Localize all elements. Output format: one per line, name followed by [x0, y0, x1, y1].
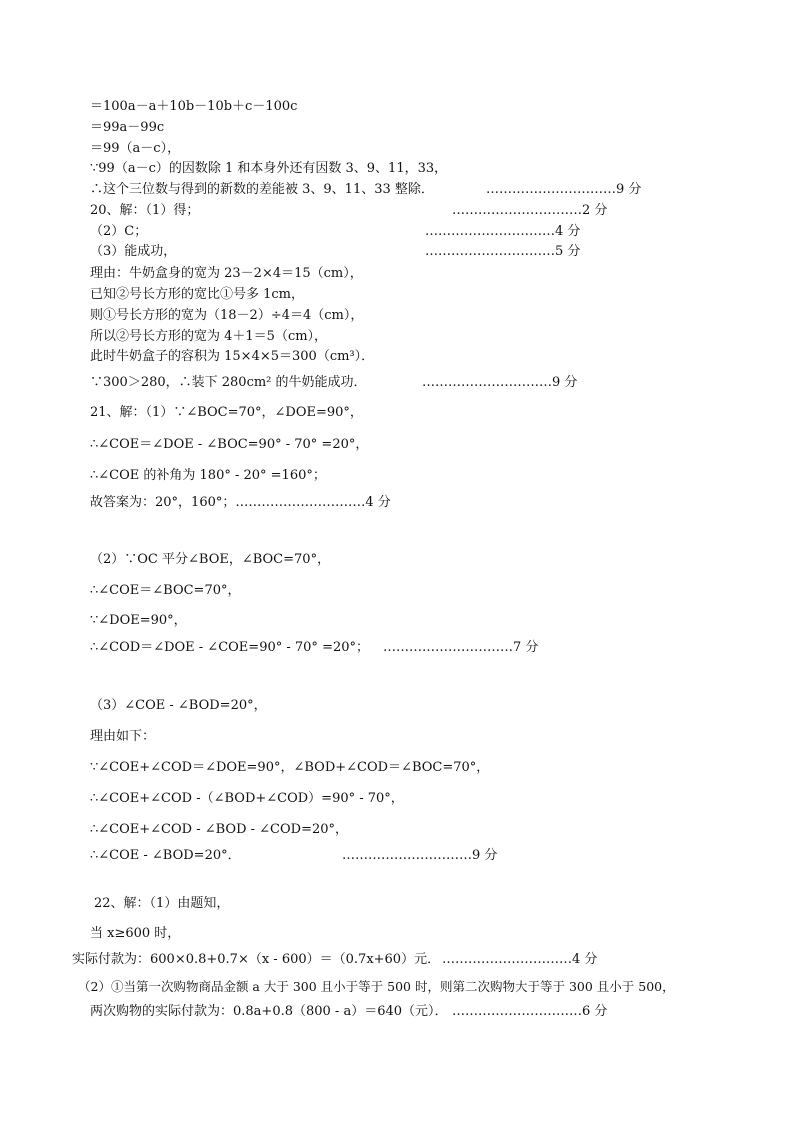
line-2: ＝99a－99c — [90, 120, 165, 135]
line-12: 所以②号长方形的宽为 4＋1＝5（cm）， — [90, 329, 328, 344]
line-5-text: ∴这个三位数与得到的新数的差能被 3、9、11、33 整除． — [90, 182, 434, 197]
line-8-score: …………………………5 分 — [425, 244, 581, 259]
line-11: 则①号长方形的宽为（18－2）÷4＝4（cm）， — [90, 308, 364, 323]
line-7-score: …………………………4 分 — [425, 224, 581, 239]
line-14-score: …………………………9 分 — [422, 375, 578, 390]
line-31: 实际付款为：600×0.8+0.7×（x - 600）＝（0.7x+60）元． — [72, 952, 441, 967]
line-15: 21、解：（1）∵∠BOC=70°，∠DOE=90°， — [90, 405, 363, 420]
line-14: ∵300＞280，∴装下 280cm² 的牛奶能成功． — [90, 375, 367, 390]
line-16: ∴∠COE＝∠DOE - ∠BOC=90° - 70° =20°， — [90, 437, 369, 452]
line-30: 当 x≥600 时， — [90, 926, 181, 941]
line-26: ∴∠COE+∠COD -（∠BOD+∠COD）=90° - 70°， — [90, 791, 404, 806]
line-25: ∵∠COE+∠COD＝∠DOE=90°，∠BOD+∠COD＝∠BOC=70°， — [90, 760, 490, 775]
line-31-score: …………………………4 分 — [442, 952, 598, 967]
line-29: 22、解：（1）由题知， — [94, 896, 230, 911]
line-5 — [90, 182, 434, 198]
line-24: 理由如下： — [90, 729, 156, 744]
line-21: ∵∠DOE=90°， — [90, 613, 187, 628]
line-27: ∴∠COE+∠COD - ∠BOD - ∠COD=20°， — [90, 822, 349, 837]
line-9: 理由：牛奶盒身的宽为 23－2×4＝15（cm）， — [90, 266, 363, 281]
line-6: 20、解：（1）得； — [90, 203, 200, 218]
line-22-score: …………………………7 分 — [383, 640, 539, 655]
line-7: （2）C； — [90, 224, 148, 239]
line-18: 故答案为：20°，160°；…………………………4 分 — [90, 495, 391, 510]
line-6-score: …………………………2 分 — [452, 203, 608, 218]
line-17: ∴∠COE 的补角为 180° - 20° =160°； — [90, 468, 326, 483]
line-8: （3）能成功， — [90, 244, 177, 259]
line-33: 两次购物的实际付款为：0.8a+0.8（800 - a）＝640（元）． — [90, 1004, 448, 1019]
line-5-score: …………………………9 分 — [486, 182, 642, 197]
line-28-score: …………………………9 分 — [342, 848, 498, 863]
line-19: （2）∵OC 平分∠BOE，∠BOC=70°， — [90, 552, 331, 567]
line-23: （3）∠COE - ∠BOD=20°， — [90, 698, 267, 713]
line-13: 此时牛奶盒子的容积为 15×4×5＝300（cm³）． — [90, 349, 375, 364]
line-3: ＝99（a－c）， — [90, 141, 181, 156]
line-20: ∴∠COE＝∠BOC=70°， — [90, 583, 241, 598]
line-10: 已知②号长方形的宽比①号多 1cm， — [90, 287, 305, 302]
line-32: （2）①当第一次购物商品金额 a 大于 300 且小于等于 500 时，则第二次购物大于等于 300 且小于 500， — [78, 979, 675, 994]
line-22: ∴∠COD＝∠DOE - ∠COE=90° - 70° =20°； — [90, 640, 369, 655]
line-33-score: …………………………6 分 — [452, 1004, 608, 1019]
line-1: ＝100a－a＋10b－10b＋c－100c — [90, 99, 298, 114]
line-4: ∵99（a－c）的因数除 1 和本身外还有因数 3、9、11，33， — [90, 161, 448, 176]
line-28: ∴∠COE - ∠BOD=20°． — [90, 848, 241, 863]
